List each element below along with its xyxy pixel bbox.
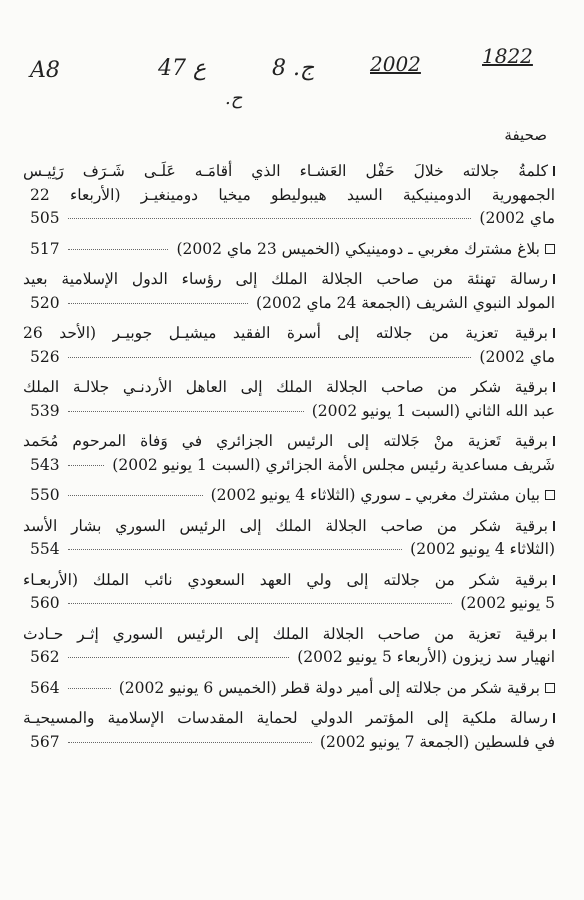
bullet-box-icon: [553, 575, 555, 585]
toc-entry: [23, 268, 555, 315]
toc-page-number: 554: [30, 540, 60, 558]
toc-entry-text: برقية تَعزية منْ جَلالته إلى الرئيس الجزائري في وَفاة المرحوم مُحَمد: [23, 432, 548, 450]
handwritten-note-a8: A8: [30, 58, 60, 83]
toc-entry-text: برقية تعزية من صاحب الجلالة الملك إلى الرئيس السوري إثـر حـادث: [23, 624, 548, 643]
toc-entry-text: شَريف مساعدية رئيس مجلس الأمة الجزائري (السبت 1 يونيو 2002): [112, 455, 555, 474]
leader-dots: [68, 249, 169, 250]
table-of-contents: [23, 160, 555, 761]
leader-dots: [68, 742, 312, 743]
handwritten-note-year: 2002: [370, 52, 421, 76]
toc-entry-line: [30, 484, 555, 508]
leader-dots: [68, 357, 472, 358]
bullet-box-icon: [553, 328, 555, 338]
bullet-box-icon: [545, 683, 555, 693]
toc-entry-line: [23, 322, 555, 346]
toc-entry-line: [30, 346, 555, 370]
toc-page-number: 505: [30, 209, 60, 227]
toc-entry-line: [30, 731, 555, 755]
leader-dots: [68, 218, 472, 219]
toc-entry-line: [30, 677, 555, 701]
toc-entry-line: [23, 430, 555, 454]
toc-entry-line: [23, 707, 555, 731]
toc-entry-line: [30, 646, 555, 670]
toc-entry-line: [30, 538, 555, 562]
toc-entry-text: في فلسطين (الجمعة 7 يونيو 2002): [319, 732, 555, 751]
toc-entry: [23, 160, 555, 231]
toc-entry-line: [30, 292, 555, 316]
leader-dots: [68, 465, 105, 466]
bullet-box-icon: [553, 713, 555, 723]
toc-entry-text: برقية شكر من صاحب الجلالة الملك إلى الرئيس السوري بشار الأسد: [23, 516, 548, 535]
toc-entry-text: الجمهورية الدومينيكية السيد هيبوليطو ميخيا دومينغيـز (الأربعاء 22: [30, 185, 555, 204]
toc-entry-text: المولد النبوي الشريف (الجمعة 24 ماي 2002): [256, 293, 555, 312]
toc-entry: [30, 677, 555, 701]
toc-entry-text: ماي 2002): [479, 209, 555, 227]
toc-entry: [23, 515, 555, 562]
bullet-box-icon: [553, 521, 555, 531]
leader-dots: [68, 603, 453, 604]
toc-page-number: 543: [30, 455, 60, 474]
toc-entry: [23, 569, 555, 616]
toc-entry-line: [23, 376, 555, 400]
toc-entry-line: [23, 160, 555, 184]
leader-dots: [68, 495, 203, 496]
toc-entry: [23, 707, 555, 754]
toc-entry-line: [30, 238, 555, 262]
toc-entry-text: برقية شكر من جلالته إلى أمير دولة قطر (الخميس 6 يونيو 2002): [118, 678, 540, 697]
toc-entry-text: برقية شكر من صاحب الجلالة الملك إلى العاهل الأردنـي جلالـة الملك: [23, 378, 548, 396]
handwritten-note-part: ج. 8: [272, 56, 315, 81]
bullet-box-icon: [553, 436, 555, 446]
toc-entry-line: [30, 454, 555, 478]
toc-entry-text: برقية شكر من جلالته إلى ولي العهد السعودي نائب الملك (الأربعـاء: [23, 570, 548, 589]
page-column-heading: صحيفة: [504, 126, 547, 144]
leader-dots: [68, 411, 304, 412]
toc-page-number: 564: [30, 678, 60, 697]
toc-entry: [23, 623, 555, 670]
toc-entry-line: [23, 515, 555, 539]
toc-entry: [23, 322, 555, 369]
toc-page-number: 560: [30, 594, 60, 612]
bullet-box-icon: [545, 244, 555, 254]
toc-entry-text: رسالة تهنئة من صاحب الجلالة الملك إلى رؤساء الدول الإسلامية بعيد: [23, 270, 548, 288]
toc-entry-text: (الثلاثاء 4 يونيو 2002): [410, 540, 555, 558]
toc-entry-text: بيان مشترك مغربي ـ سوري (الثلاثاء 4 يونيو 2002): [210, 486, 540, 504]
toc-entry-line: [23, 569, 555, 593]
toc-page-number: 526: [30, 347, 60, 366]
handwritten-note-h: ح.: [225, 88, 243, 109]
toc-entry-text: بلاغ مشترك مغربي ـ دومينيكي (الخميس 23 ماي 2002): [176, 239, 540, 258]
handwritten-note-volume: ع 47: [158, 56, 207, 81]
leader-dots: [68, 688, 111, 689]
toc-entry-line: [30, 592, 555, 616]
toc-entry-text: ماي 2002): [479, 347, 555, 366]
bullet-box-icon: [553, 274, 555, 284]
toc-entry-line: [23, 268, 555, 292]
leader-dots: [68, 549, 403, 550]
toc-page-number: 539: [30, 401, 60, 420]
toc-entry: [23, 376, 555, 423]
toc-entry-line: [23, 623, 555, 647]
toc-entry-text: برقية تعزية من جلالته إلى أسرة الفقيد ميشيـل جوبيـر (الأحد 26: [23, 324, 548, 342]
handwritten-note-code: 1822: [482, 44, 533, 68]
bullet-box-icon: [545, 490, 555, 500]
toc-entry-text: 5 يونيو 2002): [460, 594, 555, 612]
toc-entry: [30, 238, 555, 262]
toc-page-number: 567: [30, 732, 60, 751]
toc-entry: [23, 430, 555, 477]
toc-entry-text: كلمةُ جلالته خلالَ حَفْل العَشـاء الذي أقامَـه عَلَـى شَـرَف رَئِيـس: [23, 162, 548, 180]
toc-entry-text: انهيار سد زيزون (الأربعاء 5 يونيو 2002): [297, 648, 555, 666]
leader-dots: [68, 657, 290, 658]
bullet-box-icon: [553, 382, 555, 392]
leader-dots: [68, 303, 248, 304]
toc-entry-line: [30, 400, 555, 424]
toc-entry-text: رسالة ملكية إلى المؤتمر الدولي لحماية المقدسات الإسلامية والمسيحيـة: [23, 709, 548, 727]
toc-entry-text: عبد الله الثاني (السبت 1 يونيو 2002): [311, 401, 555, 420]
toc-entry-line: [30, 207, 555, 231]
bullet-box-icon: [553, 166, 555, 176]
bullet-box-icon: [553, 629, 555, 639]
toc-page-number: 562: [30, 648, 60, 666]
toc-page-number: 520: [30, 293, 60, 312]
toc-entry: [30, 484, 555, 508]
toc-entry-line: [30, 184, 555, 208]
toc-page-number: 550: [30, 486, 60, 504]
toc-page-number: 517: [30, 239, 60, 258]
